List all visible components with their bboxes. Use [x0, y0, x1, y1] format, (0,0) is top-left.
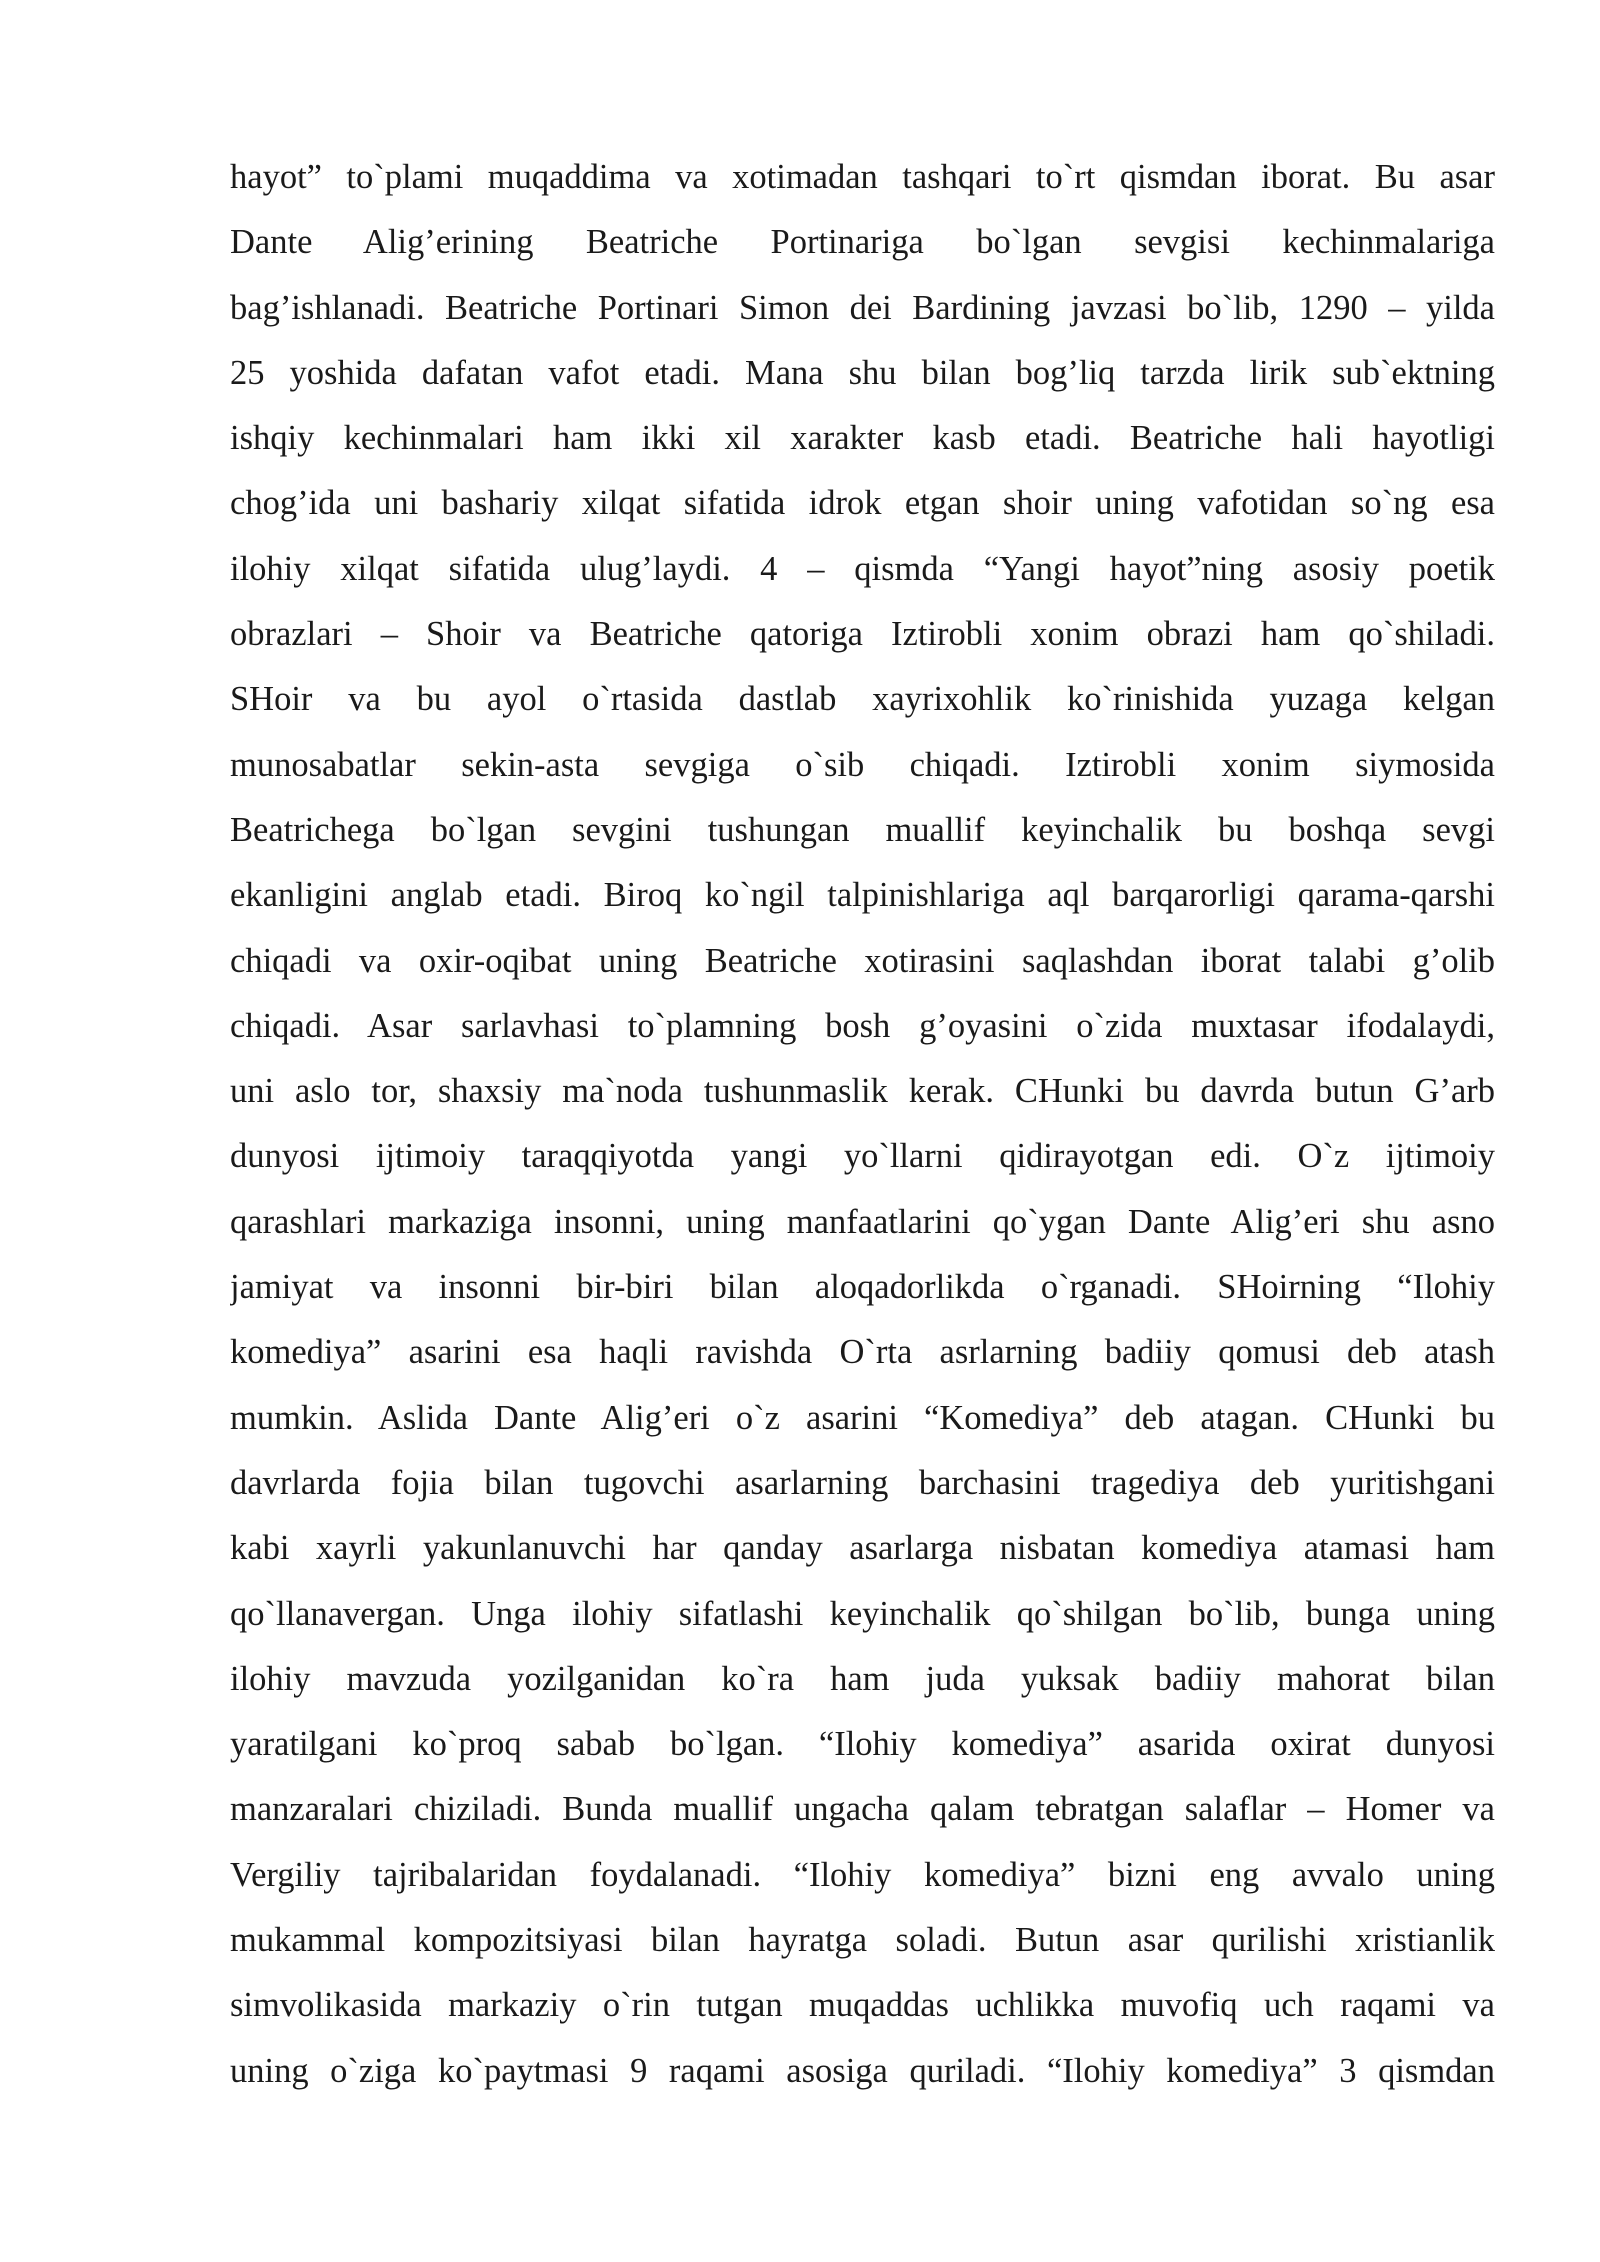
- text-line: uning o`ziga ko`paytmasi 9 raqami asosiga quriladi. “Ilohiy komediya” 3 qismdan: [230, 2051, 1495, 2090]
- text-line: uni aslo tor, shaxsiy ma`noda tushunmaslik kerak. CHunki bu davrda butun G’arb: [230, 1072, 1495, 1111]
- text-line: dunyosi ijtimoiy taraqqiyotda yangi yo`llarni qidirayotgan edi. O`z ijtimoiy: [230, 1137, 1495, 1176]
- text-line: komediya” asarini esa haqli ravishda O`rta asrlarning badiiy qomusi deb atash: [230, 1333, 1495, 1372]
- text-line: chiqadi va oxir-oqibat uning Beatriche xotirasini saqlashdan iborat talabi g’olib: [230, 941, 1495, 980]
- text-line: mukammal kompozitsiyasi bilan hayratga soladi. Butun asar qurilishi xristianlik: [230, 1921, 1495, 1960]
- text-line: Beatrichega bo`lgan sevgini tushungan muallif keyinchalik bu boshqa sevgi: [230, 810, 1495, 849]
- body-text: [230, 145, 1495, 2104]
- text-line: SHoir va bu ayol o`rtasida dastlab xayrixohlik ko`rinishida yuzaga kelgan: [230, 680, 1495, 719]
- text-line: chiqadi. Asar sarlavhasi to`plamning bosh g’oyasini o`zida muxtasar ifodalaydi,: [230, 1006, 1495, 1045]
- text-line: hayot” to`plami muqaddima va xotimadan tashqari to`rt qismdan iborat. Bu asar: [230, 158, 1495, 196]
- text-line: chog’ida uni bashariy xilqat sifatida idrok etgan shoir uning vafotidan so`ng esa: [230, 484, 1495, 523]
- text-line: yaratilgani ko`proq sabab bo`lgan. “Ilohiy komediya” asarida oxirat dunyosi: [230, 1725, 1495, 1764]
- text-line: jamiyat va insonni bir-biri bilan aloqadorlikda o`rganadi. SHoirning “Ilohiy: [230, 1268, 1495, 1307]
- text-line: manzaralari chiziladi. Bunda muallif ungacha qalam tebratgan salaflar – Homer va: [230, 1790, 1495, 1829]
- text-line: obrazlari – Shoir va Beatriche qatoriga Iztirobli xonim obrazi ham qo`shiladi.: [230, 615, 1495, 654]
- text-line: ilohiy xilqat sifatida ulug’laydi. 4 – qismda “Yangi hayot”ning asosiy poetik: [230, 549, 1495, 588]
- text-line: davrlarda fojia bilan tugovchi asarlarning barchasini tragediya deb yuritishgani: [230, 1463, 1495, 1502]
- text-line: Dante Alig’erining Beatriche Portinariga bo`lgan sevgisi kechinmalariga: [230, 223, 1495, 262]
- text-line: qarashlari markaziga insonni, uning manfaatlarini qo`ygan Dante Alig’eri shu asno: [230, 1202, 1495, 1241]
- text-line: kabi xayrli yakunlanuvchi har qanday asarlarga nisbatan komediya atamasi ham: [230, 1529, 1495, 1568]
- text-line: mumkin. Aslida Dante Alig’eri o`z asarini “Komediya” deb atagan. CHunki bu: [230, 1398, 1495, 1437]
- text-line: 25 yoshida dafatan vafot etadi. Mana shu bilan bog’liq tarzda lirik sub`ektning: [230, 353, 1495, 392]
- text-line: ilohiy mavzuda yozilganidan ko`ra ham juda yuksak badiiy mahorat bilan: [230, 1659, 1495, 1698]
- text-line: munosabatlar sekin-asta sevgiga o`sib chiqadi. Iztirobli xonim siymosida: [230, 745, 1495, 784]
- text-line: bag’ishlanadi. Beatriche Portinari Simon dei Bardining javzasi bo`lib, 1290 – yilda: [230, 288, 1495, 327]
- text-line: qo`llanavergan. Unga ilohiy sifatlashi keyinchalik qo`shilgan bo`lib, bunga uning: [230, 1594, 1495, 1633]
- text-line: simvolikasida markaziy o`rin tutgan muqaddas uchlikka muvofiq uch raqami va: [230, 1986, 1495, 2025]
- text-line: ishqiy kechinmalari ham ikki xil xarakter kasb etadi. Beatriche hali hayotligi: [230, 419, 1495, 458]
- text-line: ekanligini anglab etadi. Biroq ko`ngil talpinishlariga aql barqarorligi qarama-qarshi: [230, 876, 1495, 915]
- text-line: Vergiliy tajribalaridan foydalanadi. “Ilohiy komediya” bizni eng avvalo uning: [230, 1855, 1495, 1894]
